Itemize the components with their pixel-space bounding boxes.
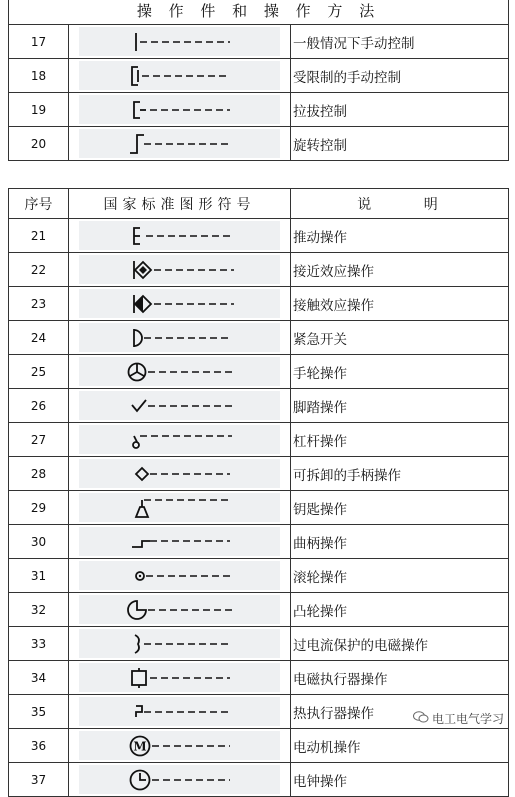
row-description: 电动机操作 [291,729,509,763]
touch-effect-symbol [110,292,250,316]
wechat-icon [413,711,429,726]
table-row [9,219,509,253]
table-row [9,93,509,127]
proximity-effect-symbol [110,258,250,282]
table-row [9,253,509,287]
symbol-cell [69,661,291,695]
row-description: 脚踏操作 [291,389,509,423]
symbol-cell [69,389,291,423]
row-description: 杠杆操作 [291,423,509,457]
row-description: 推动操作 [291,219,509,253]
symbol-cell [69,287,291,321]
table-row [9,559,509,593]
header-desc: 说 明 [291,189,509,219]
row-number: 20 [9,127,69,161]
row-number: 33 [9,627,69,661]
table-row [9,127,509,161]
symbol-cell [69,253,291,287]
symbol-cell [69,25,291,59]
table-row [9,525,509,559]
emergency-switch-symbol [110,326,250,350]
crank-symbol [110,530,250,554]
row-number: 19 [9,93,69,127]
row-number: 34 [9,661,69,695]
operators-table-1 [8,0,509,161]
row-number: 28 [9,457,69,491]
row-description: 旋转控制 [291,127,509,161]
row-number: 23 [9,287,69,321]
motor-symbol [110,734,250,758]
symbol-cell [69,491,291,525]
manual-control-general-symbol [110,30,250,54]
symbol-cell [69,127,291,161]
svg-text:M: M [132,739,147,753]
table-row [9,593,509,627]
symbol-cell [69,695,291,729]
row-description: 接近效应操作 [291,253,509,287]
watermark [410,709,507,728]
key-symbol [110,496,250,520]
table-row [9,763,509,797]
handwheel-symbol [110,360,250,384]
row-number: 30 [9,525,69,559]
table-row [9,423,509,457]
table-row [9,287,509,321]
lever-symbol [110,428,250,452]
row-description: 拉拔控制 [291,93,509,127]
row-number: 18 [9,59,69,93]
table-row [9,25,509,59]
cam-symbol [110,598,250,622]
symbol-cell [69,59,291,93]
overcurrent-electromagnetic-symbol [110,632,250,656]
symbol-cell [69,423,291,457]
row-description: 手轮操作 [291,355,509,389]
push-operation-symbol [110,224,250,248]
electric-clock-symbol [110,768,250,792]
row-number: 25 [9,355,69,389]
symbol-cell [69,763,291,797]
turn-control-symbol [110,132,250,156]
row-description: 凸轮操作 [291,593,509,627]
symbol-cell [69,525,291,559]
thermal-actuator-symbol [110,700,250,724]
symbol-cell [69,355,291,389]
table-row [9,661,509,695]
row-description: 一般情况下手动控制 [291,25,509,59]
row-number: 22 [9,253,69,287]
roller-symbol [110,564,250,588]
symbol-cell [69,219,291,253]
row-description: 可拆卸的手柄操作 [291,457,509,491]
table-title: 操 作 件 和 操 作 方 法 [9,0,509,25]
table-row [9,389,509,423]
header-symbol: 国家标准图形符号 [69,189,291,219]
foot-pedal-symbol [110,394,250,418]
table-row [9,491,509,525]
symbol-cell [69,627,291,661]
row-description: 过电流保护的电磁操作 [291,627,509,661]
header-num: 序号 [9,189,69,219]
row-description: 电钟操作 [291,763,509,797]
table-row [9,355,509,389]
row-number: 35 [9,695,69,729]
row-number: 27 [9,423,69,457]
row-number: 31 [9,559,69,593]
table-row [9,627,509,661]
symbol-cell [69,593,291,627]
table-row [9,59,509,93]
row-number: 24 [9,321,69,355]
pull-control-symbol [110,98,250,122]
row-description: 曲柄操作 [291,525,509,559]
row-description: 电磁执行器操作 [291,661,509,695]
row-description: 紧急开关 [291,321,509,355]
removable-handle-symbol [110,462,250,486]
table-row [9,457,509,491]
row-number: 37 [9,763,69,797]
row-number: 29 [9,491,69,525]
row-description: 接触效应操作 [291,287,509,321]
symbol-cell [69,457,291,491]
row-description: 热执行器操作 [291,695,509,729]
row-number: 21 [9,219,69,253]
row-description: 受限制的手动控制 [291,59,509,93]
manual-control-restricted-symbol [110,64,250,88]
table-row [9,321,509,355]
row-number: 36 [9,729,69,763]
row-number: 17 [9,25,69,59]
row-number: 26 [9,389,69,423]
row-description: 钥匙操作 [291,491,509,525]
symbol-cell [69,321,291,355]
watermark-text: 电工电气学习 [431,712,504,726]
operators-table-2 [8,188,509,797]
symbol-cell [69,93,291,127]
row-description: 滚轮操作 [291,559,509,593]
electromagnetic-actuator-symbol [110,666,250,690]
row-number: 32 [9,593,69,627]
symbol-cell [69,559,291,593]
